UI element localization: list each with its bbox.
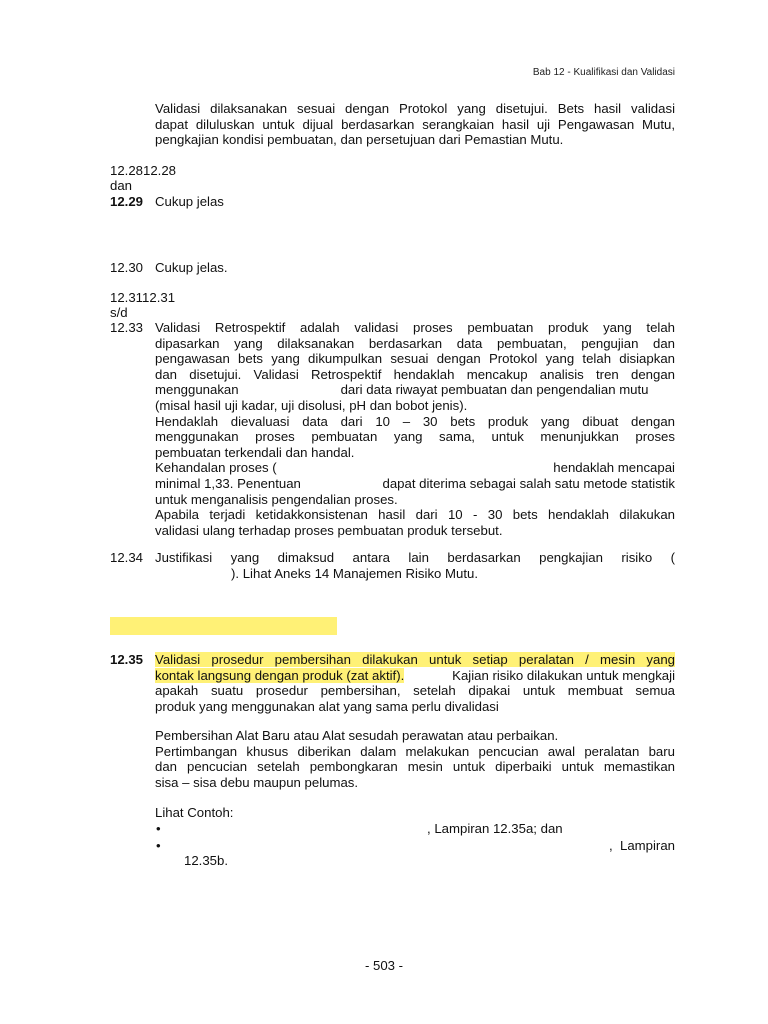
section-number: 12.34 [110, 550, 144, 565]
page-number: - 503 - [364, 958, 404, 973]
paragraph-line [155, 652, 675, 668]
paragraph-line: Pertimbangan khusus diberikan dalam melakukan pencucian awal peralatan baru [155, 743, 675, 759]
paragraph-line: dan disetujui. Validasi Retrospektif hendaklah mencakup analisis tren dengan [155, 366, 675, 382]
running-header: Bab 12 - Kualifikasi dan Validasi [532, 67, 675, 78]
intro-paragraph [155, 101, 675, 148]
section-number: 12.30 [110, 260, 144, 275]
line-fragment: Kehandalan proses ( [155, 460, 277, 476]
section-connector: s/d [110, 305, 128, 320]
paragraph-line: Justifikasi yang dimaksud antara lain berdasarkan pengkajian risiko ( [155, 550, 675, 565]
section-paragraph [155, 550, 675, 581]
bullet-text: , Lampiran 12.35a; dan [427, 821, 563, 836]
paragraph-line: (misal hasil uji kadar, uji disolusi, pH dan bobot jenis). [155, 397, 468, 413]
intro-line: dapat diluluskan untuk dijual berdasarkan serangkaian hasil uji Pengawasan Mutu, [155, 116, 675, 132]
bullet-icon: • [156, 838, 161, 853]
paragraph-line [155, 460, 675, 476]
section-number: 12.3112.31 [110, 290, 176, 305]
paragraph-line: menggunakan proses pembuatan yang sama, untuk menunjukkan proses [155, 429, 675, 445]
paragraph-line: validasi ulang terhadap proses pembuatan produk tersebut. [155, 522, 503, 538]
paragraph-line: Apabila terjadi ketidakkonsistenan hasil dari 10 - 30 bets hendaklah dilakukan [155, 507, 675, 523]
paragraph-line: Pembersihan Alat Baru atau Alat sesudah perawatan atau perbaikan. [155, 728, 559, 743]
paragraph-line [155, 668, 675, 684]
section-paragraph [155, 320, 675, 538]
section-connector: dan [110, 178, 133, 193]
paragraph-line: produk yang menggunakan alat yang sama perlu divalidasi [155, 698, 499, 714]
section-number: 12.33 [110, 320, 144, 335]
section-number: 12.35 [110, 652, 144, 667]
paragraph-line: ). Lihat Aneks 14 Manajemen Risiko Mutu. [231, 565, 479, 581]
intro-line: Validasi dilaksanakan sesuai dengan Protokol yang disetujui. Bets hasil validasi [155, 101, 675, 116]
highlighted-text: Validasi prosedur pembersihan dilakukan untuk setiap peralatan / mesin yang [155, 652, 675, 667]
paragraph-line: untuk menganalisis pengendalian proses. [155, 491, 398, 507]
paragraph-line: apakah suatu prosedur pembersihan, setelah dipakai untuk membuat semua [155, 683, 675, 699]
bullet-text: 12.35b. [184, 853, 228, 868]
paragraph-line [155, 382, 675, 398]
paragraph-line: pengawasan bets yang dikumpulkan sesuai dengan Protokol yang telah disiapkan [155, 351, 675, 367]
paragraph-line: Hendaklah dievaluasi data dari 10 – 30 bets produk yang dibuat dengan [155, 413, 675, 429]
line-fragment: dari data riwayat pembuatan dan pengendalian mutu [340, 382, 649, 398]
paragraph-line: Validasi Retrospektif adalah validasi proses pembuatan produk yang telah [155, 320, 675, 335]
line-fragment: minimal 1,33. Penentuan [155, 475, 301, 491]
section-text: Cukup jelas. [155, 260, 228, 275]
paragraph-line [155, 476, 675, 492]
paragraph-line: dan pencucian setelah pembongkaran mesin untuk diperbaiki untuk memastikan [155, 759, 675, 775]
paragraph-line: pembuatan terkendali dan handal. [155, 444, 355, 460]
paragraph-line: sisa – sisa debu maupun pelumas. [155, 774, 359, 790]
line-fragment: hendaklah mencapai [553, 460, 675, 476]
section-number: 12.29 [110, 194, 144, 209]
intro-line: pengkajian kondisi pembuatan, dan persetujuan dari Pemastian Mutu. [155, 132, 564, 148]
highlighted-text: kontak langsung dengan produk (zat aktif). [155, 667, 405, 683]
section-paragraph [155, 652, 675, 714]
bullet-text: , Lampiran [609, 838, 675, 853]
paragraph-line: dipasarkan yang dilaksanakan berdasarkan data pembuatan, pengujian dan [155, 335, 675, 351]
line-fragment: menggunakan [155, 382, 239, 398]
example-label: Lihat Contoh: [155, 805, 234, 820]
line-fragment: Kajian risiko dilakukan untuk mengkaji [452, 667, 675, 683]
section-text: Cukup jelas [155, 194, 224, 209]
section-paragraph [155, 728, 675, 790]
line-fragment: dapat diterima sebagai salah satu metode statistik [382, 475, 675, 491]
bullet-icon: • [156, 821, 161, 836]
highlighted-heading-bar [110, 617, 337, 635]
section-number: 12.2812.28 [110, 163, 177, 178]
